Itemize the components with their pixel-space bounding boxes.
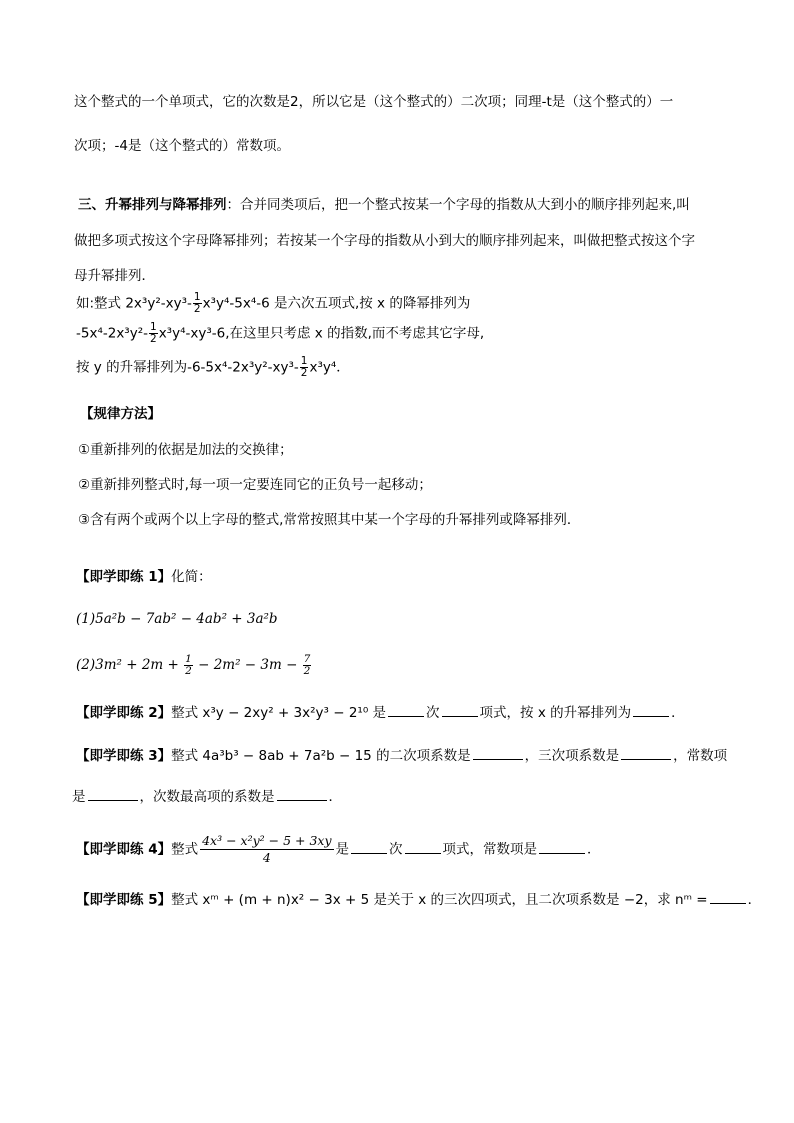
exercise-4-text-d: 项式，常数项是 — [442, 841, 538, 858]
exercise-2-text-b: 次 — [426, 705, 440, 721]
exercise-2 — [76, 703, 685, 723]
example2-mid: x³y⁴-xy³-6,在这里只考虑 x 的指数,而不考虑其它字母, — [158, 325, 485, 342]
answer-blank[interactable] — [351, 841, 387, 854]
exercise-1-text: 化简： — [171, 569, 212, 585]
example3-mid: x³y⁴． — [309, 359, 350, 376]
exercise-3-line2-a: 是 — [72, 789, 86, 805]
exercise-1-part2-prefix: (2)3m² + 2m + — [76, 657, 184, 673]
exercise-2-text-c: 项式，按 x 的升幂排列为 — [479, 705, 632, 721]
frac-numerator: 1 — [300, 355, 308, 367]
section3-heading: 三、升幂排列与降幂排列 — [78, 197, 227, 213]
example-mid: x³y⁴-5x⁴-6 是六次五项式,按 x 的降幂排列为 — [202, 295, 471, 312]
frac-denominator: 2 — [300, 367, 308, 379]
frac-denominator: 2 — [303, 665, 311, 677]
exercise-1-label: 【即学即练 1】 — [76, 569, 172, 585]
answer-blank[interactable] — [710, 891, 746, 904]
answer-blank[interactable] — [88, 788, 138, 801]
frac-numerator: 7 — [303, 653, 311, 665]
frac-numerator: 4x³ − x²y² − 5 + 3xy — [202, 833, 332, 848]
example2-prefix: -5x⁴-2x³y²- — [76, 325, 148, 342]
exercise-5-label: 【即学即练 5】 — [76, 892, 172, 908]
para1-line1: 这个整式的一个单项式，它的次数是2，所以它是（这个整式的）二次项；同理-t是（这个整式的）一 — [74, 94, 674, 110]
example-line2 — [76, 322, 484, 345]
fraction — [303, 654, 312, 677]
answer-blank[interactable] — [277, 788, 327, 801]
example-line1 — [76, 292, 470, 315]
answer-blank[interactable] — [633, 704, 669, 717]
exercise-3-text-b: ，三次项系数是 — [524, 748, 620, 764]
example-line3 — [76, 356, 350, 379]
answer-blank[interactable] — [405, 841, 441, 854]
frac-numerator: 1 — [193, 291, 201, 303]
frac-numerator: 1 — [185, 653, 192, 665]
exercise-3-line2 — [72, 787, 342, 807]
rules-heading: 【规律方法】 — [80, 406, 161, 422]
section3-line1-rest: ：合并同类项后，把一个整式按某一个字母的指数从大到小的顺序排列起来,叫 — [226, 197, 690, 213]
exercise-1-part2 — [76, 654, 312, 677]
exercise-4-label: 【即学即练 4】 — [76, 841, 172, 858]
section3-line2: 做把多项式按这个字母降幂排列；若按某一个字母的指数从小到大的顺序排列起来，叫做把整式按这个字 — [74, 233, 695, 249]
exercise-2-text-d: ． — [671, 705, 685, 721]
exercise-2-label: 【即学即练 2】 — [76, 705, 172, 721]
fraction — [200, 833, 333, 866]
answer-blank[interactable] — [442, 704, 478, 717]
exercise-3-line2-c: ． — [328, 789, 342, 805]
exercise-4-text-c: 次 — [389, 841, 403, 858]
rules-item-2: ②重新排列整式时,每一项一定要连同它的正负号一起移动； — [78, 477, 432, 493]
fraction — [149, 322, 158, 345]
exercise-4-text-b: 是 — [335, 841, 350, 858]
exercise-2-text-a: 整式 x³y − 2xy² + 3x²y³ − 2¹⁰ 是 — [171, 705, 387, 721]
answer-blank[interactable] — [388, 704, 424, 717]
exercise-3-text-a: 整式 4a³b³ − 8ab + 7a²b − 15 的二次项系数是 — [171, 748, 471, 764]
frac-denominator: 2 — [150, 333, 157, 345]
exercise-1-part2-mid: − 2m² − 3m − — [193, 657, 302, 673]
exercise-5 — [76, 890, 761, 910]
fraction — [193, 292, 202, 315]
frac-denominator: 2 — [185, 665, 192, 677]
exercise-5-text-b: ． — [747, 892, 762, 908]
exercise-4-text-e: ． — [587, 841, 601, 858]
exercise-1 — [76, 567, 212, 587]
exercise-1-part1: (1)5a²b − 7ab² − 4ab² + 3a²b — [76, 611, 278, 627]
exercise-4 — [76, 833, 601, 866]
frac-numerator: 1 — [150, 321, 157, 333]
answer-blank[interactable] — [539, 841, 585, 854]
fraction — [184, 654, 193, 677]
exercise-3-text-c: ，常数项 — [673, 748, 728, 764]
frac-denominator: 2 — [193, 303, 201, 315]
frac-denominator: 4 — [262, 850, 271, 865]
example-prefix: 如:整式 2x³y²-xy³- — [76, 295, 192, 312]
fraction — [300, 356, 309, 379]
exercise-3 — [76, 746, 727, 766]
rules-item-3: ③含有两个或两个以上字母的整式,常常按照其中某一个字母的升幂排列或降幂排列． — [78, 512, 581, 528]
rules-item-1: ①重新排列的依据是加法的交换律； — [78, 442, 293, 458]
exercise-3-line2-b: ，次数最高项的系数是 — [139, 789, 275, 805]
exercise-4-text-a: 整式 — [171, 841, 199, 858]
para1-line2: 次项；-4是（这个整式的）常数项。 — [74, 138, 290, 154]
exercise-3-label: 【即学即练 3】 — [76, 748, 172, 764]
answer-blank[interactable] — [621, 747, 671, 760]
section3-line3: 母升幂排列． — [74, 268, 155, 284]
exercise-5-text-a: 整式 xᵐ + (m + n)x² − 3x + 5 是关于 x 的三次四项式，且二次项系数是 −2，求 nᵐ = — [171, 892, 708, 908]
answer-blank[interactable] — [473, 747, 523, 760]
section3-line1 — [78, 195, 690, 215]
example3-prefix: 按 y 的升幂排列为-6-5x⁴-2x³y²-xy³- — [76, 359, 299, 376]
